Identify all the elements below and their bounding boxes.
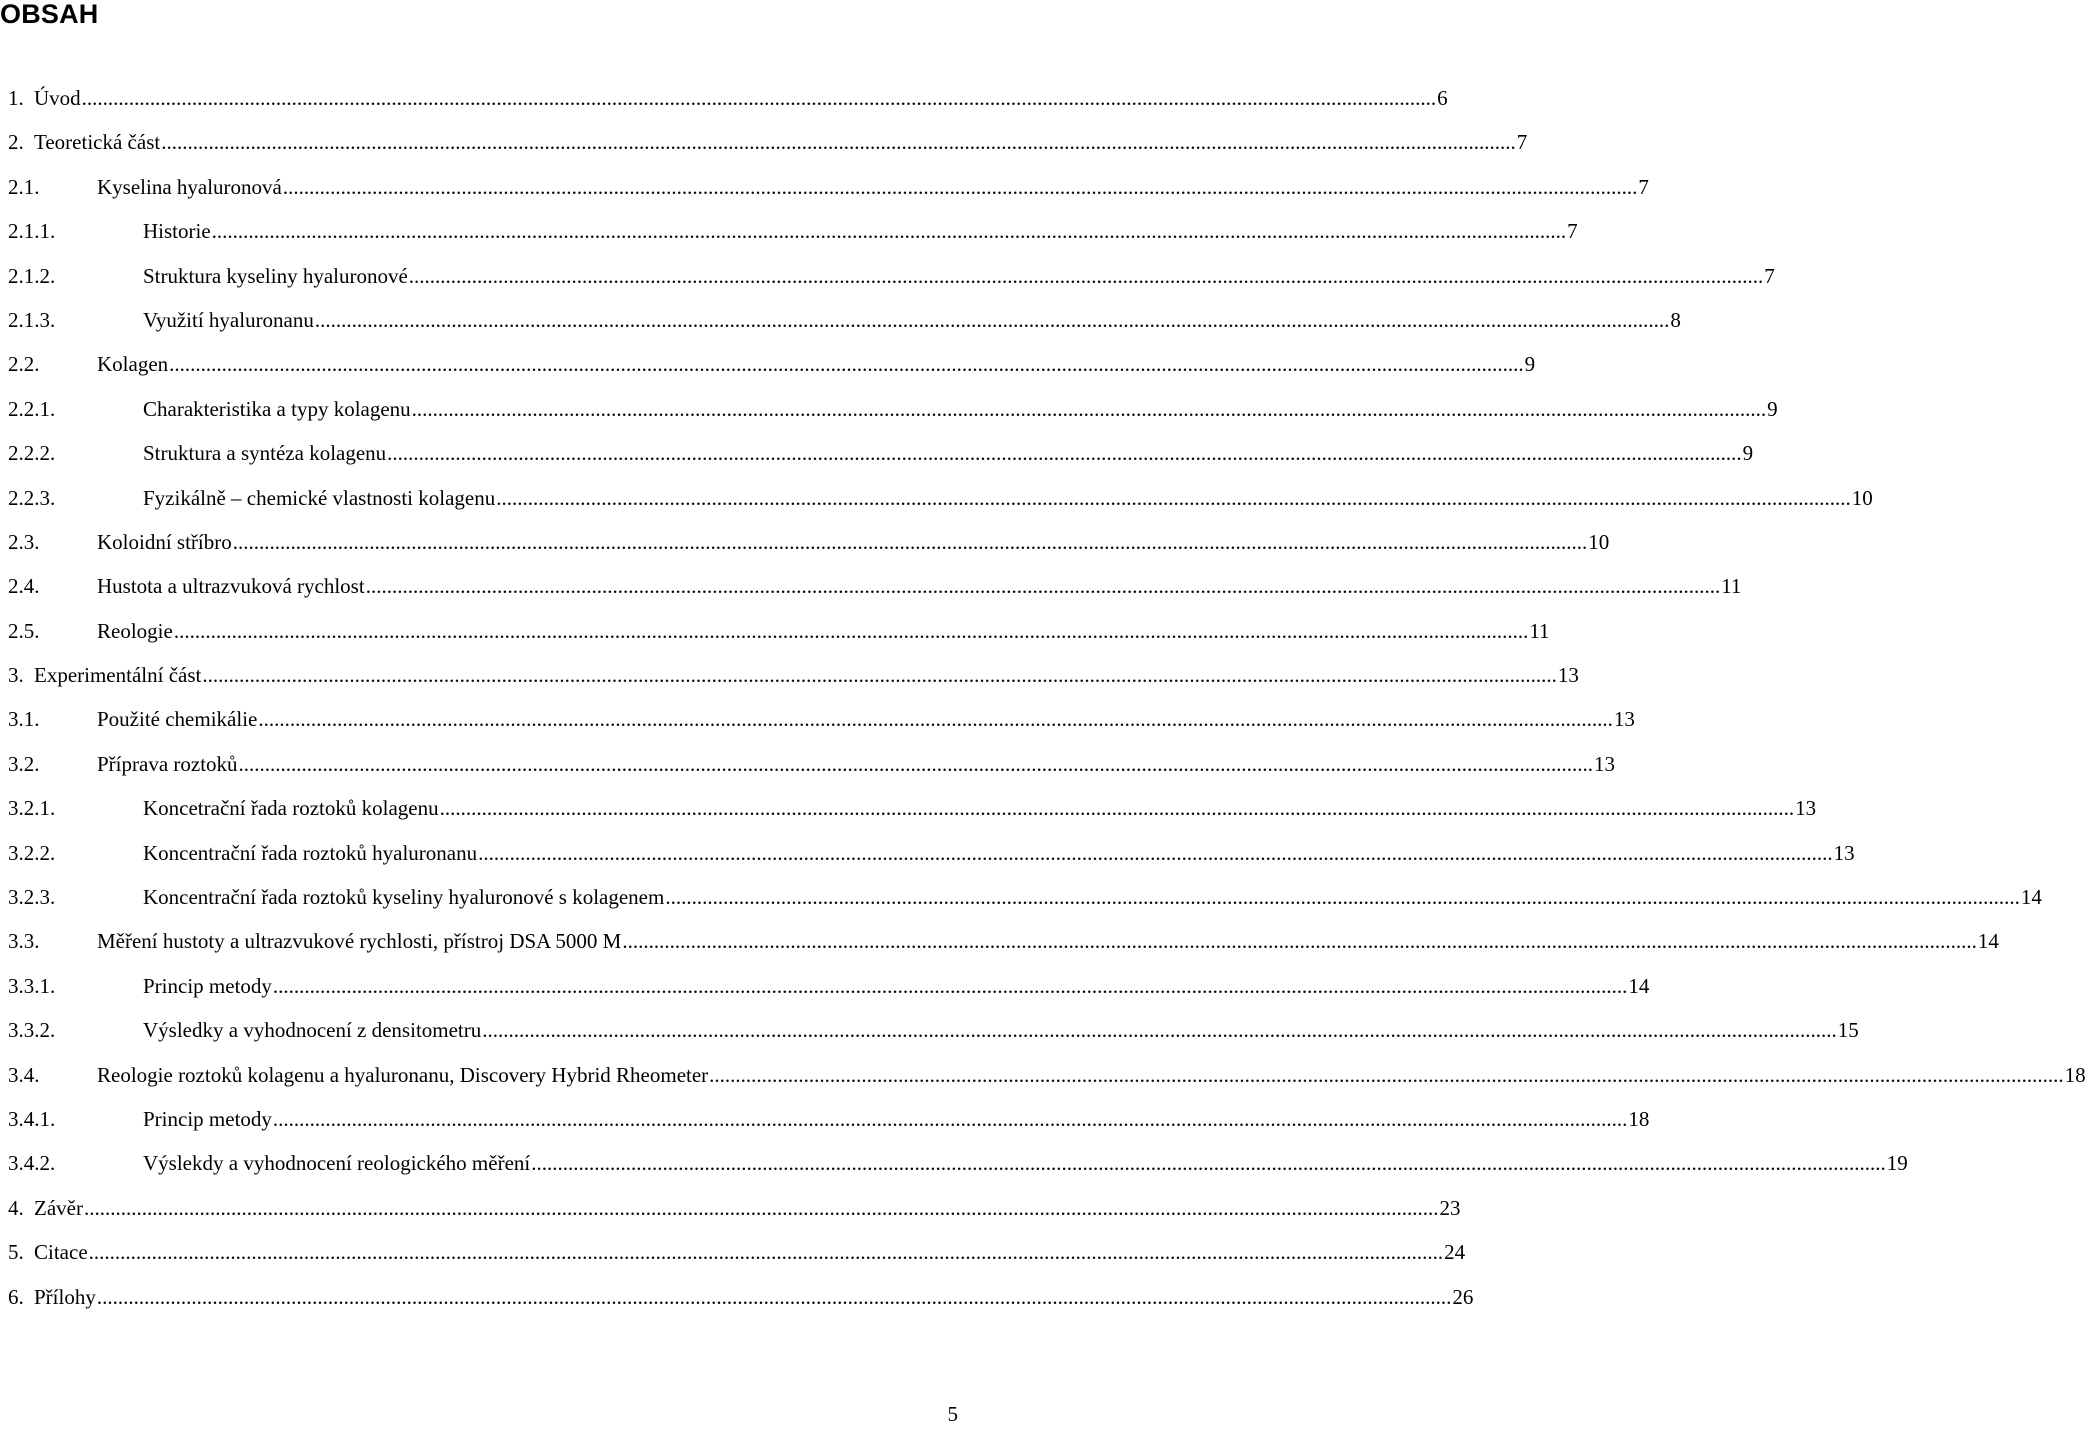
toc-dot-leader <box>82 82 1437 114</box>
toc-entry-title: Měření hustoty a ultrazvukové rychlosti, přístroj DSA 5000 M <box>97 929 622 954</box>
toc-entry-title: Koncentrační řada roztoků hyaluronanu <box>143 840 478 865</box>
toc-dot-leader <box>169 348 1524 380</box>
toc-entry[interactable] <box>8 792 1817 836</box>
page-number: 5 <box>947 1402 958 1426</box>
toc-entry-page: 19 <box>1886 1151 1908 1176</box>
toc-entry-number: 4. <box>8 1195 24 1220</box>
toc-entry-number: 3.2.1. <box>8 796 56 821</box>
toc-entry-page: 7 <box>1516 130 1528 155</box>
toc-entry-number: 3.2.2. <box>8 840 56 865</box>
toc-entry[interactable] <box>8 615 1550 659</box>
toc-entry[interactable] <box>8 925 1999 969</box>
toc-dot-leader <box>212 215 1567 247</box>
toc-entry-title: Fyzikálně – chemické vlastnosti kolagenu <box>143 485 496 510</box>
toc-entry[interactable] <box>8 526 1610 570</box>
toc-entry[interactable] <box>8 348 1536 392</box>
toc-entry[interactable] <box>8 881 2042 925</box>
toc-entry-title: Výslekdy a vyhodnocení reologického měření <box>143 1151 531 1176</box>
toc-entry[interactable] <box>8 126 1528 170</box>
toc-dot-leader <box>622 925 1977 957</box>
toc-entry-title: Koncetrační řada roztoků kolagenu <box>143 796 439 821</box>
toc-entry[interactable] <box>8 1236 1466 1280</box>
toc-dot-leader <box>482 1014 1837 1046</box>
toc-entry-title: Historie <box>143 219 211 244</box>
toc-entry-title: Teoretická část <box>34 130 161 155</box>
toc-entry-page: 7 <box>1764 263 1775 288</box>
toc-entry-title: Charakteristika a typy kolagenu <box>143 396 411 421</box>
toc-entry-number: 2.1.1. <box>8 219 56 244</box>
toc-entry-number: 2.5. <box>8 618 40 643</box>
toc-dot-leader <box>531 1147 1886 1179</box>
toc-entry-page: 13 <box>1613 707 1635 732</box>
toc-dot-leader <box>412 393 1767 425</box>
toc-entry-page: 11 <box>1721 574 1742 599</box>
toc-entry-number: 2.2.2. <box>8 441 56 466</box>
toc-entry-number: 3.4.1. <box>8 1106 56 1131</box>
toc-entry-page: 11 <box>1529 618 1550 643</box>
toc-entry-title: Reologie roztoků kolagenu a hyaluronanu, Discovery Hybrid Rheometer <box>97 1062 709 1087</box>
toc-entry-number: 3.3.2. <box>8 1018 56 1043</box>
toc-dot-leader <box>97 1281 1452 1313</box>
toc-entry-title: Koncentrační řada roztoků kyseliny hyaluronové s kolagenem <box>143 885 665 910</box>
toc-entry-page: 9 <box>1524 352 1536 377</box>
toc-entry[interactable] <box>8 748 1616 792</box>
table-of-contents <box>8 82 2086 1325</box>
toc-entry-title: Závěr <box>34 1195 83 1220</box>
toc-entry[interactable] <box>8 1192 1461 1236</box>
toc-entry-page: 18 <box>1628 1106 1650 1131</box>
toc-entry-number: 3.2.3. <box>8 885 56 910</box>
toc-entry-number: 2.2.1. <box>8 396 56 421</box>
toc-dot-leader <box>258 703 1613 735</box>
toc-entry-page: 13 <box>1557 663 1579 688</box>
toc-entry[interactable] <box>8 482 1873 526</box>
toc-dot-leader <box>665 881 2020 913</box>
toc-entry[interactable] <box>8 1059 2086 1103</box>
toc-entry[interactable] <box>8 837 1855 881</box>
toc-entry-title: Využití hyaluronanu <box>143 307 314 332</box>
toc-dot-leader <box>89 1236 1444 1268</box>
toc-entry-page: 14 <box>2020 885 2042 910</box>
toc-entry-title: Struktura kyseliny hyaluronové <box>143 263 408 288</box>
toc-entry[interactable] <box>8 570 1742 614</box>
toc-entry-number: 3.4.2. <box>8 1151 56 1176</box>
toc-entry-number: 2.1.3. <box>8 307 56 332</box>
toc-dot-leader <box>409 260 1764 292</box>
toc-entry-page: 14 <box>1977 929 1999 954</box>
toc-entry-page: 23 <box>1439 1195 1461 1220</box>
toc-entry-number: 2.1. <box>8 174 40 199</box>
toc-entry-page: 14 <box>1628 973 1650 998</box>
toc-entry-number: 3. <box>8 663 24 688</box>
toc-entry-number: 1. <box>8 86 24 110</box>
toc-entry-number: 6. <box>8 1284 24 1309</box>
toc-entry-page: 13 <box>1795 796 1817 821</box>
toc-entry-page: 15 <box>1837 1018 1859 1043</box>
toc-dot-leader <box>496 482 1851 514</box>
toc-dot-leader <box>283 171 1638 203</box>
toc-entry[interactable] <box>8 1014 1859 1058</box>
toc-entry-title: Koloidní stříbro <box>97 529 232 554</box>
toc-entry-number: 3.3.1. <box>8 973 56 998</box>
toc-entry-page: 9 <box>1767 396 1778 421</box>
toc-entry-title: Princip metody <box>143 1106 272 1131</box>
toc-entry-title: Princip metody <box>143 973 272 998</box>
toc-entry-number: 2.3. <box>8 529 40 554</box>
toc-entry-page: 9 <box>1742 441 1754 466</box>
toc-dot-leader <box>84 1192 1439 1224</box>
toc-dot-leader <box>440 792 1795 824</box>
toc-dot-leader <box>709 1059 2064 1091</box>
toc-entry-page: 8 <box>1670 307 1681 332</box>
toc-entry-title: Citace <box>34 1240 88 1265</box>
toc-entry-page: 10 <box>1851 485 1873 510</box>
toc-entry-page: 7 <box>1638 174 1649 199</box>
toc-entry-number: 2.1.2. <box>8 263 56 288</box>
toc-entry[interactable] <box>8 659 1579 703</box>
toc-dot-leader <box>239 748 1594 780</box>
toc-entry-number: 3.3. <box>8 929 40 954</box>
toc-entry-page: 18 <box>2064 1062 2086 1087</box>
toc-entry-title: Hustota a ultrazvuková rychlost <box>97 574 365 599</box>
toc-dot-leader <box>273 1103 1628 1135</box>
toc-entry-page: 7 <box>1567 219 1578 244</box>
toc-entry[interactable] <box>8 437 1754 481</box>
toc-entry-page: 10 <box>1588 529 1610 554</box>
toc-entry-title: Výsledky a vyhodnocení z densitometru <box>143 1018 482 1043</box>
toc-entry[interactable] <box>8 393 1778 437</box>
toc-entry-title: Kyselina hyaluronová <box>97 174 282 199</box>
toc-heading: OBSAH <box>0 0 99 29</box>
toc-entry[interactable] <box>8 260 1775 304</box>
toc-entry[interactable] <box>8 304 1681 348</box>
toc-entry-page: 13 <box>1594 751 1616 776</box>
toc-dot-leader <box>366 570 1721 602</box>
toc-entry-number: 3.4. <box>8 1062 40 1087</box>
toc-entry-title: Příprava roztoků <box>97 751 238 776</box>
toc-entry[interactable] <box>8 1147 1908 1191</box>
toc-dot-leader <box>233 526 1588 558</box>
toc-entry[interactable] <box>8 703 1635 747</box>
toc-dot-leader <box>174 615 1529 647</box>
toc-entry-page: 6 <box>1437 86 1448 110</box>
toc-entry-title: Experimentální část <box>34 663 202 688</box>
toc-entry-number: 3.1. <box>8 707 40 732</box>
toc-entry[interactable] <box>8 82 1448 126</box>
toc-dot-leader <box>202 659 1557 691</box>
toc-entry-title: Přílohy <box>34 1284 96 1309</box>
toc-entry-title: Úvod <box>34 86 81 110</box>
toc-entry-number: 3.2. <box>8 751 40 776</box>
toc-entry-page: 24 <box>1444 1240 1466 1265</box>
toc-entry-page: 13 <box>1833 840 1855 865</box>
toc-entry-page: 26 <box>1452 1284 1474 1309</box>
toc-dot-leader <box>387 437 1742 469</box>
toc-entry-title: Struktura a syntéza kolagenu <box>143 441 387 466</box>
toc-entry-number: 2.2. <box>8 352 40 377</box>
toc-entry-number: 2.2.3. <box>8 485 56 510</box>
toc-entry-title: Kolagen <box>97 352 169 377</box>
toc-entry[interactable] <box>8 1103 1650 1147</box>
toc-dot-leader <box>315 304 1670 336</box>
toc-entry-number: 2. <box>8 130 24 155</box>
toc-entry[interactable] <box>8 215 1578 259</box>
toc-entry-number: 2.4. <box>8 574 40 599</box>
toc-entry-number: 5. <box>8 1240 24 1265</box>
toc-entry-title: Použité chemikálie <box>97 707 258 732</box>
toc-dot-leader <box>161 126 1516 158</box>
toc-entry[interactable] <box>8 970 1650 1014</box>
toc-dot-leader <box>478 837 1833 869</box>
toc-dot-leader <box>273 970 1628 1002</box>
toc-entry[interactable] <box>8 171 1649 215</box>
toc-entry[interactable] <box>8 1281 1474 1325</box>
toc-entry-title: Reologie <box>97 618 173 643</box>
